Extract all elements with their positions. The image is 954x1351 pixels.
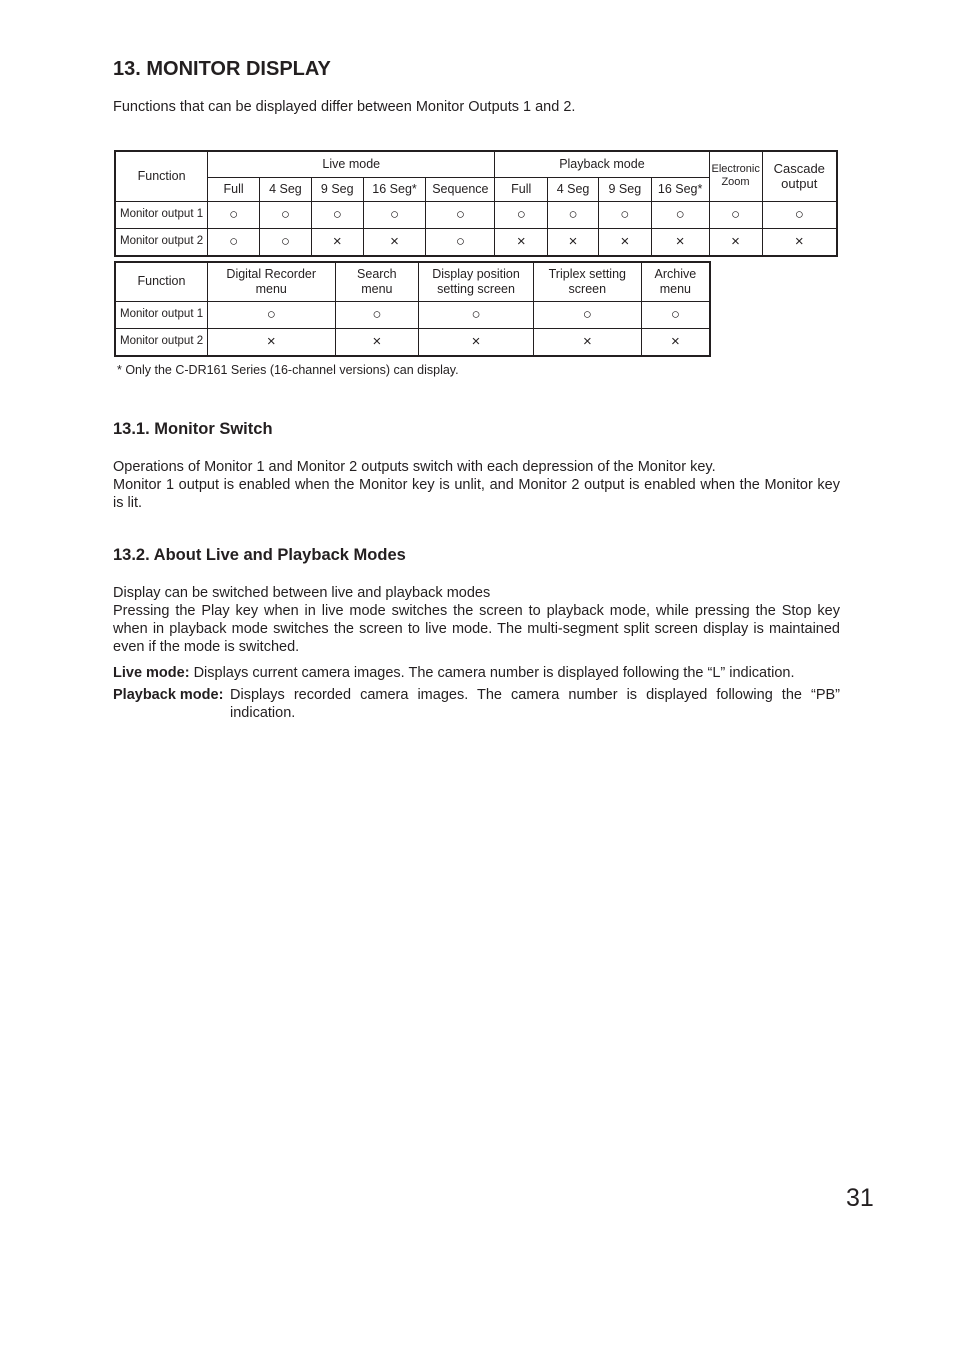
table-row <box>115 201 837 228</box>
playback-mode-description: Displays recorded camera images. The camera number is displayed following the “PB” indication. <box>230 687 840 721</box>
table-cell: ○ <box>641 301 710 328</box>
table-cell: ○ <box>311 201 363 228</box>
live-col-4seg: 4 Seg <box>260 177 312 201</box>
electronic-zoom-header <box>709 151 762 201</box>
table-cell: ○ <box>260 228 312 256</box>
triplex-setting-header <box>533 262 641 301</box>
archive-menu-label: Archive menu <box>654 266 697 296</box>
page-number: 31 <box>846 1184 874 1212</box>
table-cell: × <box>598 228 651 256</box>
table-cell: ○ <box>495 201 548 228</box>
table-cell: ○ <box>709 201 762 228</box>
table-cell: × <box>641 328 710 356</box>
display-position-label: Display position setting screen <box>432 266 520 296</box>
table-row <box>115 328 710 356</box>
playback-mode-header: Playback mode <box>495 151 709 177</box>
live-col-sequence: Sequence <box>426 177 495 201</box>
row-label: Monitor output 1 <box>115 201 208 228</box>
table-cell: × <box>207 328 335 356</box>
table-cell: × <box>709 228 762 256</box>
live-playback-text <box>113 584 840 656</box>
table-cell: × <box>548 228 599 256</box>
function-header: Function <box>115 151 208 201</box>
search-menu-label: Search menu <box>357 266 397 296</box>
table-cell: ○ <box>363 201 426 228</box>
intro-text: Functions that can be displayed differ between Monitor Outputs 1 and 2. <box>113 99 576 115</box>
row-label: Monitor output 1 <box>115 301 207 328</box>
function-header: Function <box>115 262 207 301</box>
monitor-function-table <box>114 150 838 257</box>
electronic-zoom-label: Electronic Zoom <box>711 163 760 189</box>
triplex-setting-label: Triplex setting screen <box>548 266 626 296</box>
table-cell: ○ <box>207 301 335 328</box>
paragraph: Pressing the Play key when in live mode switches the screen to playback mode, while pressing the Stop key when in playback mode switches the screen to live mode. The multi-segment split screen display is maintained even if the mode is switched. <box>113 603 840 655</box>
live-mode-definition <box>113 664 840 682</box>
display-position-header <box>419 262 534 301</box>
table-cell: ○ <box>208 228 260 256</box>
table-cell: ○ <box>533 301 641 328</box>
section-heading-live-playback: 13.2. About Live and Playback Modes <box>113 546 406 564</box>
table-cell: × <box>311 228 363 256</box>
live-mode-term: Live mode: <box>113 665 190 681</box>
table-cell: × <box>363 228 426 256</box>
digital-recorder-menu-label: Digital Recorder menu <box>226 266 317 296</box>
table-cell: × <box>533 328 641 356</box>
digital-recorder-menu-header <box>207 262 335 301</box>
table-cell: ○ <box>335 301 419 328</box>
archive-menu-header <box>641 262 710 301</box>
table-row <box>115 301 710 328</box>
live-col-16seg: 16 Seg* <box>363 177 426 201</box>
table-cell: × <box>495 228 548 256</box>
section-heading-monitor-switch: 13.1. Monitor Switch <box>113 420 273 438</box>
table-cell: ○ <box>260 201 312 228</box>
table-cell: ○ <box>426 228 495 256</box>
playback-col-9seg: 9 Seg <box>598 177 651 201</box>
table-cell: × <box>762 228 837 256</box>
table-cell: × <box>419 328 534 356</box>
table-cell: ○ <box>762 201 837 228</box>
table-cell: ○ <box>651 201 709 228</box>
playback-col-16seg: 16 Seg* <box>651 177 709 201</box>
table-cell: ○ <box>208 201 260 228</box>
menu-function-table <box>114 261 711 357</box>
footnote: * Only the C-DR161 Series (16-channel versions) can display. <box>117 363 459 377</box>
paragraph: Monitor 1 output is enabled when the Monitor key is unlit, and Monitor 2 output is enabled when the Monitor key is lit. <box>113 477 840 511</box>
page-title: 13. MONITOR DISPLAY <box>113 58 331 80</box>
cascade-output-header <box>762 151 837 201</box>
live-col-9seg: 9 Seg <box>311 177 363 201</box>
paragraph: Operations of Monitor 1 and Monitor 2 outputs switch with each depression of the Monitor key. <box>113 459 716 475</box>
live-mode-description: Displays current camera images. The camera number is displayed following the “L” indication. <box>193 665 795 681</box>
table-cell: ○ <box>426 201 495 228</box>
playback-mode-term: Playback mode: <box>113 687 224 703</box>
table-cell: ○ <box>419 301 534 328</box>
row-label: Monitor output 2 <box>115 328 207 356</box>
live-mode-header: Live mode <box>208 151 495 177</box>
table-cell: ○ <box>548 201 599 228</box>
table-cell: × <box>335 328 419 356</box>
paragraph: Display can be switched between live and playback modes <box>113 585 491 601</box>
search-menu-header <box>335 262 419 301</box>
playback-mode-definition <box>113 686 840 722</box>
live-col-full: Full <box>208 177 260 201</box>
table-cell: ○ <box>598 201 651 228</box>
playback-col-full: Full <box>495 177 548 201</box>
monitor-switch-text <box>113 458 840 512</box>
table-cell: × <box>651 228 709 256</box>
cascade-output-label: Cascade output <box>773 160 825 192</box>
playback-col-4seg: 4 Seg <box>548 177 599 201</box>
table-row <box>115 228 837 256</box>
row-label: Monitor output 2 <box>115 228 208 256</box>
